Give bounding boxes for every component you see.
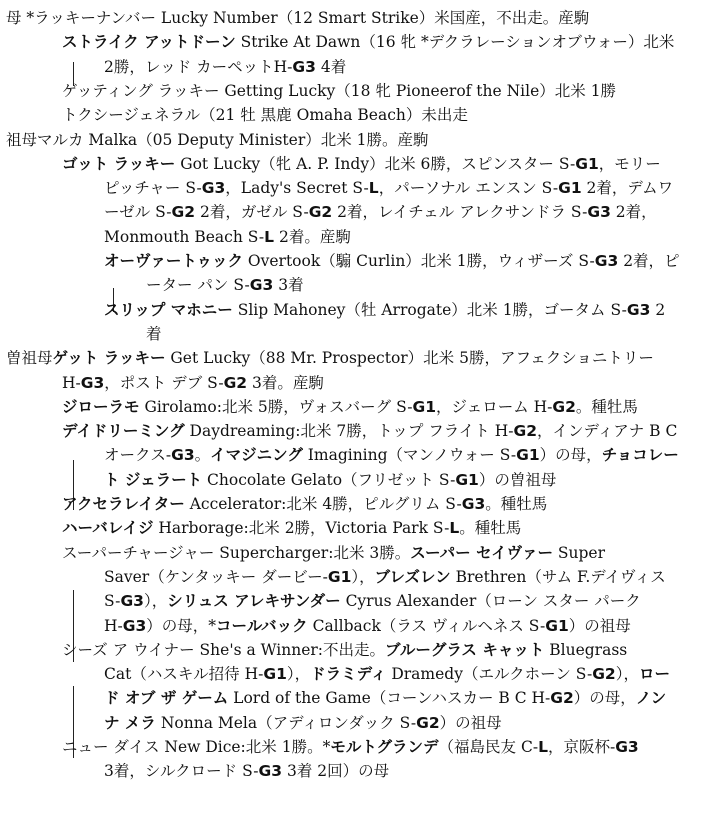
- bold-segment: G3: [80, 373, 105, 392]
- text-segment: オークス-: [104, 446, 172, 465]
- bold-segment: シリュス アレキサンダー: [167, 592, 341, 611]
- bold-segment: G1: [327, 567, 352, 586]
- text-segment: 2着，: [610, 203, 657, 222]
- text-segment: Nonna Mela（アディロンダック S-: [155, 713, 417, 732]
- bold-segment: L: [538, 738, 548, 756]
- text-segment: 3着: [273, 276, 304, 295]
- bold-segment: G3: [122, 616, 147, 635]
- bold-segment: ドラミディ: [310, 665, 387, 684]
- bold-segment: G1: [263, 665, 287, 684]
- text-segment: 2着，レイチェル アレクサンドラ S-: [332, 203, 588, 222]
- text-segment: 。種牡馬: [459, 519, 522, 538]
- text-segment: ），: [351, 567, 375, 586]
- bold-segment: チョコレー: [601, 446, 679, 465]
- bold-segment: G3: [258, 762, 283, 781]
- text-line: [146, 273, 304, 297]
- text-segment: Overtook（騸 Curlin）北米 1勝，ウィザーズ S-: [242, 252, 595, 270]
- text-line: [62, 371, 324, 395]
- bold-segment: ロー: [638, 665, 670, 684]
- text-line: [6, 346, 654, 370]
- text-segment: Cat（ハスキル招待 H-: [104, 665, 264, 684]
- bold-segment: L: [368, 179, 379, 198]
- text-segment: H-: [104, 616, 123, 635]
- bold-segment: ハーバレイジ: [62, 519, 154, 538]
- text-segment: 祖母マルカ Malka（05 Deputy Minister）北米 1勝。産駒: [6, 130, 429, 149]
- bold-segment: ストライク アットドーン: [62, 33, 236, 52]
- bold-segment: ブルーグラス キャット: [385, 640, 545, 659]
- text-line: [62, 103, 468, 127]
- text-line: [62, 638, 627, 662]
- text-line: [104, 298, 665, 322]
- bold-segment: G1: [558, 179, 582, 198]
- bold-segment: G1: [412, 397, 437, 416]
- text-segment: Dramedy（エルクホーン S-: [386, 665, 593, 684]
- text-segment: ゲッティング ラッキー Getting Lucky（18 牝 Pioneerof the Nile）北米 1勝: [62, 81, 617, 100]
- text-segment: ，パーソナル エンスン S-: [378, 179, 559, 198]
- bold-segment: G3: [171, 446, 195, 465]
- text-segment: ーター パン S-: [146, 276, 250, 295]
- bold-segment: G3: [626, 300, 651, 319]
- bold-segment: ド オブ ザ ゲーム: [104, 689, 229, 708]
- text-segment: ，京阪杯-: [547, 738, 616, 756]
- bold-segment: ゲット ラッキー: [52, 349, 166, 368]
- text-segment: Accelerator:北米 4勝，ピルグリム S-: [184, 495, 462, 513]
- text-line: [104, 225, 351, 249]
- bold-segment: G2: [223, 373, 248, 392]
- bold-segment: ゴット ラッキー: [62, 154, 176, 173]
- bold-segment: G2: [416, 713, 440, 732]
- text-segment: 2: [650, 300, 666, 319]
- text-segment: 2勝，レッド カーペットH-: [104, 57, 293, 76]
- bold-segment: L: [449, 519, 460, 538]
- text-segment: 。種牡馬: [485, 495, 548, 513]
- bold-segment: G2: [171, 203, 196, 222]
- bold-segment: G1: [545, 616, 569, 635]
- text-line: [62, 735, 639, 759]
- bold-segment: G1: [575, 154, 599, 173]
- bold-segment: ブレズレン: [374, 567, 451, 586]
- text-segment: ピッチャー S-: [104, 179, 202, 198]
- text-segment: Get Lucky（88 Mr. Prospector）北米 5勝，アフェクショニトリー: [165, 349, 654, 368]
- bold-segment: G3: [249, 276, 274, 295]
- text-line: [62, 419, 677, 443]
- text-line: [104, 614, 631, 638]
- text-segment: Cyrus Alexander（ローン スター パーク: [340, 592, 641, 611]
- text-segment: Got Lucky（牝 A. P. Indy）北米 6勝，スピンスター S-: [175, 154, 576, 173]
- bold-segment: G1: [516, 446, 540, 465]
- bold-segment: G2: [513, 422, 537, 441]
- text-segment: 3着。産駒: [247, 373, 324, 392]
- text-line: [146, 322, 162, 346]
- bold-segment: G3: [594, 252, 619, 270]
- text-segment: 3着 2回）の母: [282, 762, 390, 781]
- text-segment: ）の母，: [573, 689, 636, 708]
- bold-segment: G2: [550, 689, 574, 708]
- text-line: [104, 759, 389, 783]
- text-segment: ニュー ダイス New Dice:北米 1勝。*: [62, 738, 331, 756]
- text-line: [104, 468, 556, 492]
- text-segment: 着: [146, 324, 162, 343]
- text-line: [6, 6, 589, 30]
- text-segment: （福島民友 C-: [438, 738, 539, 756]
- bold-segment: G3: [120, 592, 144, 611]
- text-segment: ーゼル S-: [104, 203, 172, 222]
- text-line: [104, 565, 666, 589]
- text-segment: 3着，シルクロード S-: [104, 762, 259, 781]
- text-line: [62, 79, 616, 103]
- bold-segment: オーヴァートゥック: [104, 252, 243, 270]
- bold-segment: G2: [552, 397, 576, 416]
- bold-segment: ト ジェラート: [104, 470, 203, 489]
- text-line: [62, 492, 547, 516]
- bold-segment: G3: [461, 495, 486, 513]
- text-segment: ，モリー: [598, 154, 661, 173]
- text-line: [62, 516, 521, 540]
- bold-segment: G3: [201, 179, 226, 198]
- text-segment: ）の母，*: [146, 616, 217, 635]
- text-segment: Harborage:北米 2勝，Victoria Park S-: [153, 519, 450, 538]
- bold-segment: L: [264, 227, 275, 246]
- text-segment: 曽祖母: [6, 349, 53, 368]
- text-segment: 2着，ピ: [618, 252, 680, 270]
- text-segment: Callback（ラス ヴィルヘネス S-: [307, 616, 546, 635]
- text-segment: Daydreaming:北米 7勝，トップ フライト H-: [184, 422, 514, 441]
- text-segment: スーパーチャージャー Supercharger:北米 3勝。: [62, 543, 411, 562]
- text-segment: ）の祖母: [439, 713, 502, 732]
- text-line: [104, 686, 666, 710]
- text-segment: ）の曽祖母: [478, 470, 557, 489]
- text-segment: 4着: [315, 57, 347, 76]
- text-segment: ）の母，: [539, 446, 602, 465]
- text-segment: Super: [552, 543, 606, 562]
- text-segment: 2着，デムワ: [581, 179, 674, 198]
- bold-segment: G1: [455, 470, 479, 489]
- text-line: [62, 30, 674, 54]
- text-segment: 2着，ガゼル S-: [195, 203, 309, 222]
- text-segment: ，ジェローム H-: [436, 397, 553, 416]
- bold-segment: モルトグランデ: [330, 738, 439, 756]
- text-line: [6, 128, 429, 152]
- text-segment: ），: [615, 665, 639, 684]
- text-line: [62, 395, 638, 419]
- text-segment: ），: [143, 592, 168, 611]
- bold-segment: G3: [292, 57, 316, 76]
- bold-segment: スーパー セイヴァー: [410, 543, 553, 562]
- text-segment: Slip Mahoney（牡 Arrogate）北米 1勝，ゴータム S-: [232, 300, 627, 319]
- text-segment: Saver（ケンタッキー ダービー-: [104, 567, 328, 586]
- text-segment: Girolamo:北米 5勝，ヴォスバーグ S-: [139, 397, 413, 416]
- text-segment: Monmouth Beach S-: [104, 227, 265, 246]
- bold-segment: デイドリーミング: [62, 422, 185, 441]
- text-segment: トクシージェネラル（21 牡 黒鹿 Omaha Beach）未出走: [62, 106, 468, 125]
- text-segment: シーズ ア ウイナー She's a Winner:不出走。: [62, 640, 386, 659]
- bold-segment: G3: [615, 738, 639, 756]
- text-line: [104, 249, 680, 273]
- text-line: [62, 152, 661, 176]
- text-segment: 。: [194, 446, 211, 465]
- bold-segment: イマジニング: [210, 446, 303, 465]
- bold-segment: ジローラモ: [62, 397, 140, 416]
- text-segment: 。種牡馬: [575, 397, 638, 416]
- text-line: [104, 589, 641, 613]
- bold-segment: スリップ マホニー: [104, 300, 233, 319]
- text-line: [104, 662, 670, 686]
- text-line: [62, 541, 605, 565]
- text-segment: ，ポスト デブ S-: [104, 373, 224, 392]
- text-line: [104, 200, 657, 224]
- bold-segment: ナ メラ: [104, 713, 156, 732]
- text-line: [104, 443, 679, 467]
- bold-segment: G2: [592, 665, 616, 684]
- text-line: [104, 711, 502, 735]
- text-line: [104, 176, 673, 200]
- text-segment: 母 *ラッキーナンバー Lucky Number（12 Smart Strike）米国産，不出走。産駒: [6, 9, 590, 27]
- text-segment: ，インディアナ B C: [536, 422, 678, 441]
- text-line: [104, 55, 346, 79]
- text-segment: Chocolate Gelato（フリゼット S-: [202, 470, 456, 489]
- text-segment: ）の祖母: [568, 616, 631, 635]
- text-segment: Strike At Dawn（16 牝 *デクラレーションオブウォー）北米: [235, 33, 675, 52]
- text-segment: ），: [286, 665, 311, 684]
- text-segment: Lord of the Game（コーンハスカー B C H-: [228, 689, 551, 708]
- text-segment: Imagining（マンノウォー S-: [302, 446, 517, 465]
- bold-segment: G3: [587, 203, 611, 222]
- bold-segment: コールバック: [216, 616, 308, 635]
- bold-segment: ノン: [635, 689, 667, 708]
- text-segment: ，Lady's Secret S-: [225, 179, 369, 198]
- bold-segment: G2: [308, 203, 333, 222]
- text-segment: H-: [62, 373, 81, 392]
- text-segment: Brethren（サム F.デイヴィス: [450, 567, 666, 586]
- text-segment: S-: [104, 592, 121, 611]
- bold-segment: アクセラレイター: [62, 495, 185, 513]
- text-segment: Bluegrass: [544, 640, 628, 659]
- text-segment: 2着。産駒: [274, 227, 351, 246]
